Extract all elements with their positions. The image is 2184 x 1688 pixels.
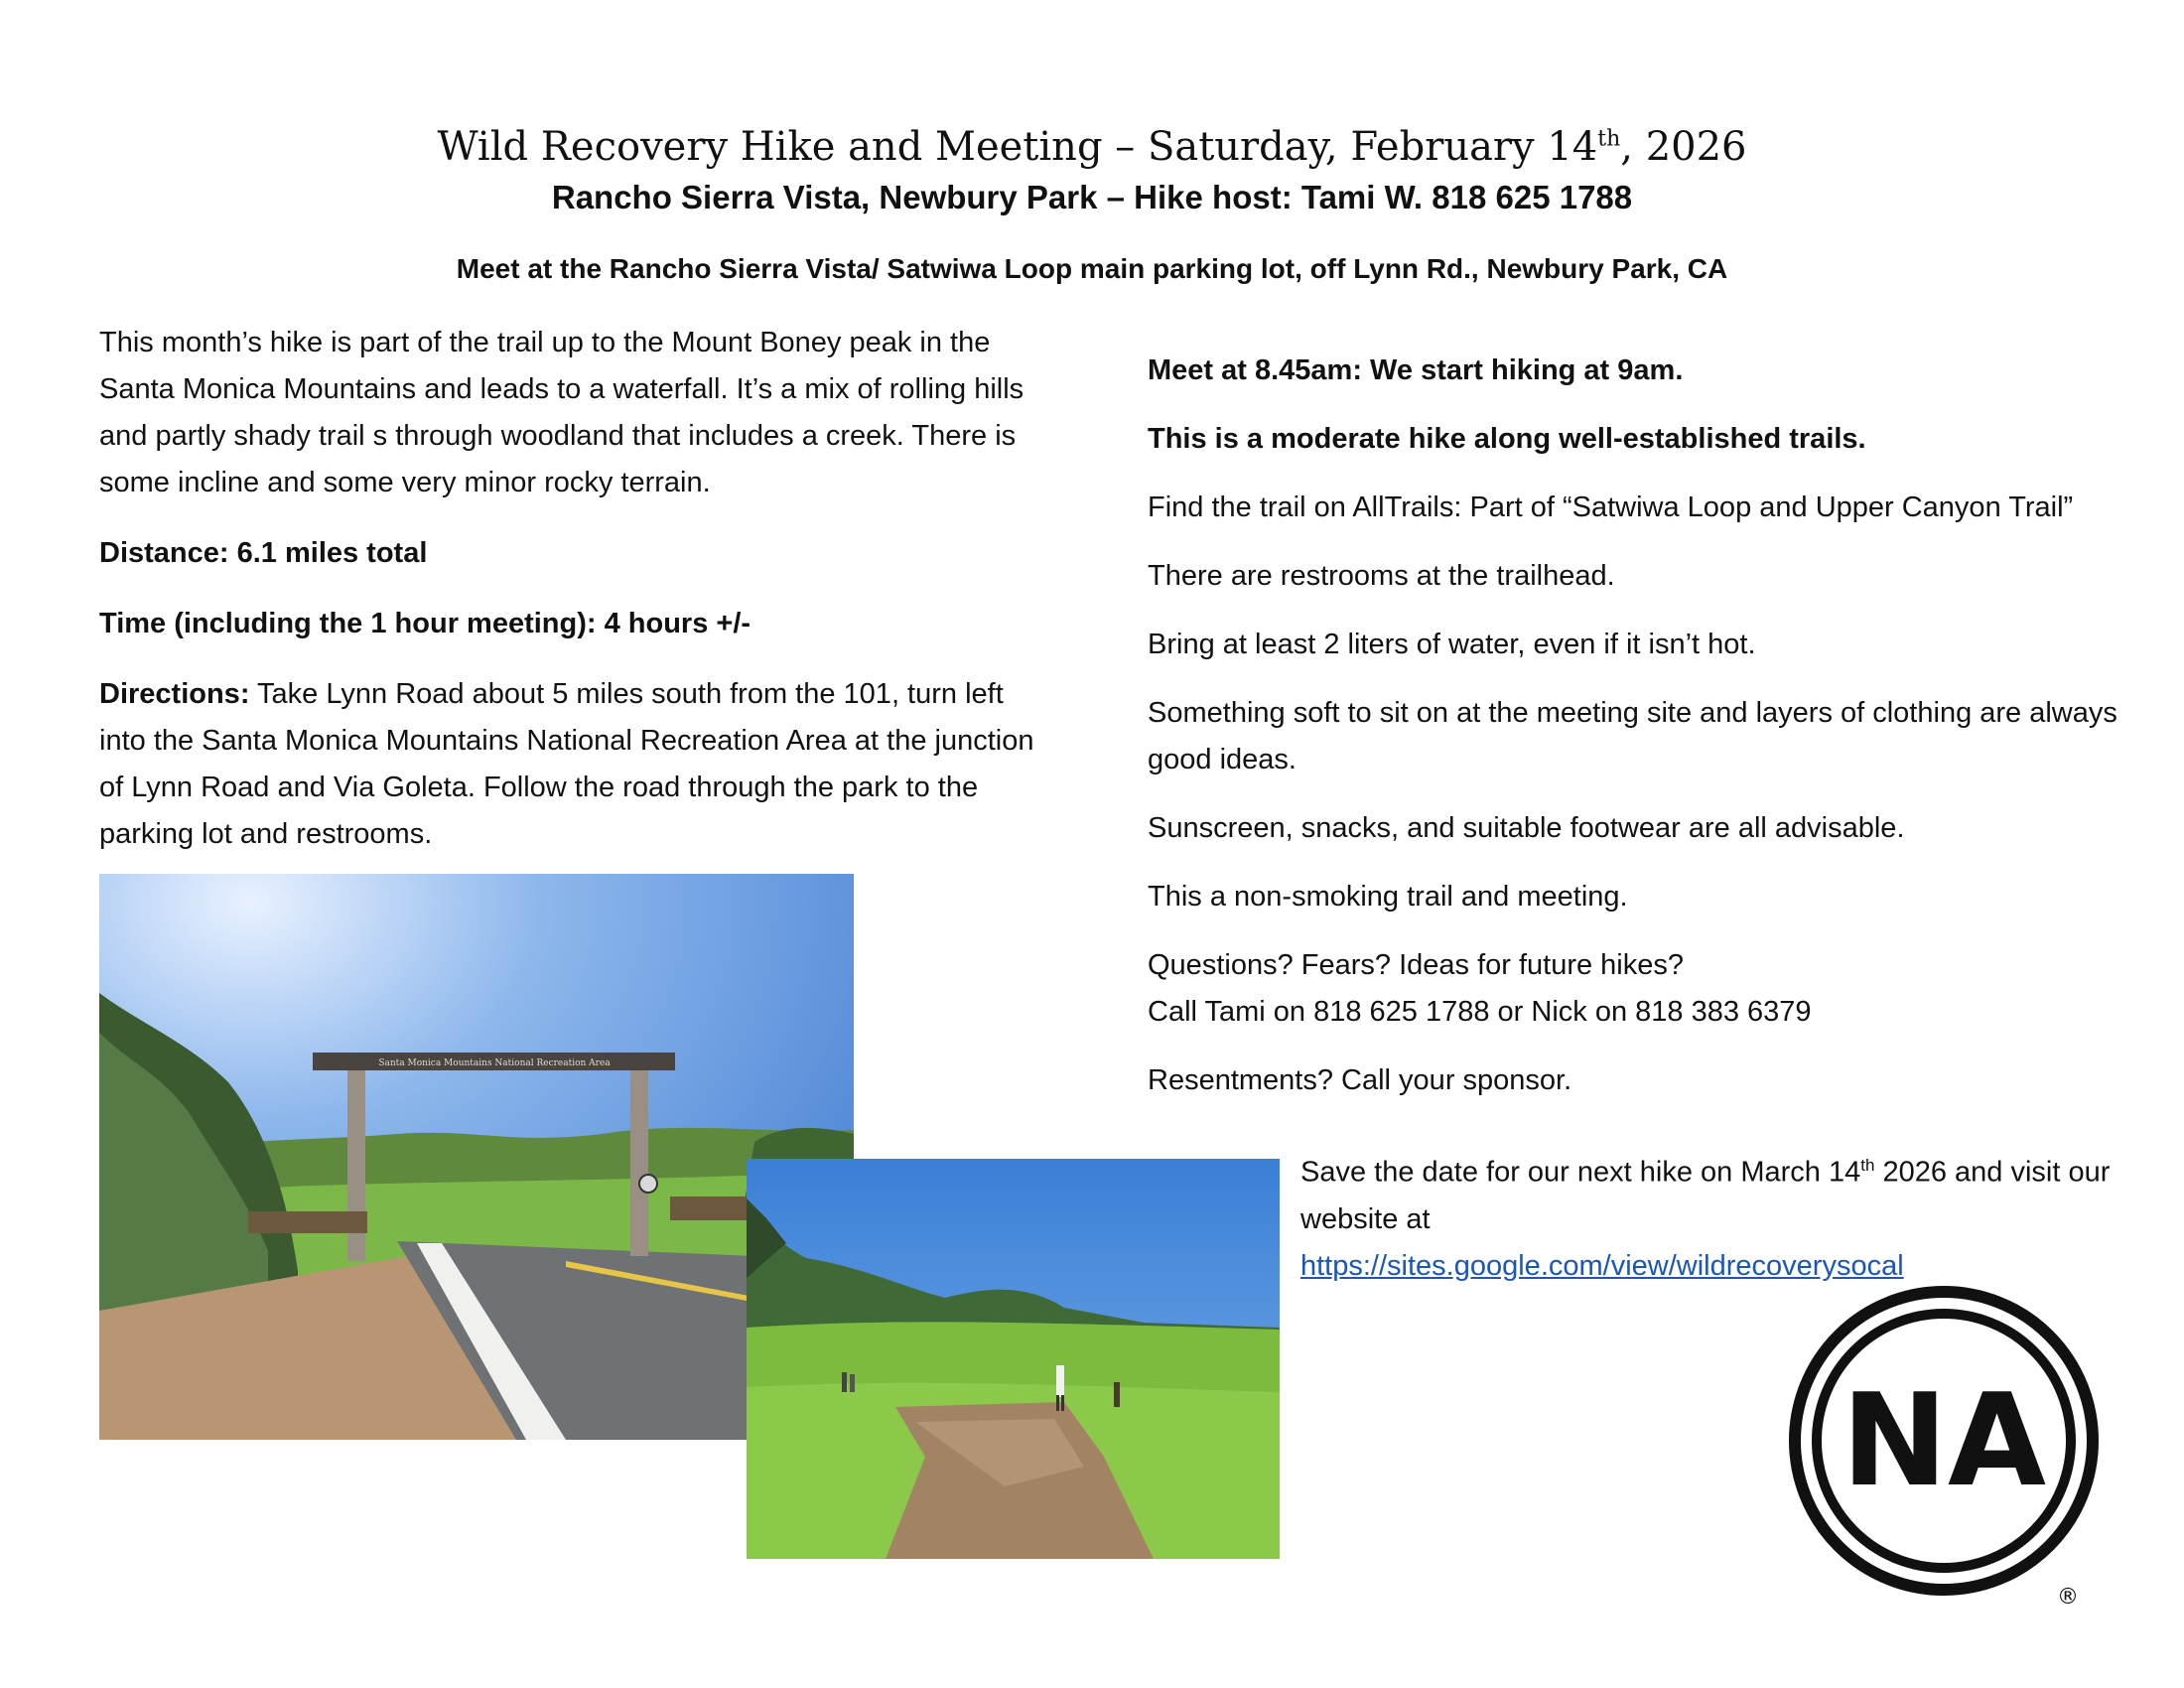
difficulty: This is a moderate hike along well-established trails. [1148, 423, 1866, 455]
save-the-date: Save the date for our next hike on March 14th 2026 and visit our website at https://sites.google.com/view/wildrecoverysocal [1300, 1156, 2111, 1282]
hike-info-column [1148, 348, 2120, 1104]
location-host-line: Rancho Sierra Vista, Newbury Park – Hike host: Tami W. 818 625 1788 [551, 179, 1633, 215]
trail-photo [747, 1159, 1280, 1559]
park-entrance-sign: Santa Monica Mountains National Recreation Area [378, 1058, 611, 1068]
resentments-line: Resentments? Call your sponsor. [1148, 1064, 1572, 1096]
save-date-text-cont: 2026 and visit our website at [1300, 1156, 2111, 1235]
directions-label: Directions: [99, 678, 250, 710]
na-logo [1787, 1284, 2124, 1621]
smoking-info: This a non-smoking trail and meeting. [1148, 881, 1628, 913]
sunscreen-info: Sunscreen, snacks, and suitable footwear are all advisable. [1148, 812, 1905, 844]
park-entrance-photo [99, 874, 854, 1440]
contact-line: Call Tami on 818 625 1788 or Nick on 818 383 6379 [1148, 996, 1812, 1028]
meet-time: Meet at 8.45am: We start hiking at 9am. [1148, 354, 1684, 386]
na-letters: NA [1841, 1367, 2047, 1515]
hike-details-column [99, 320, 1052, 858]
hike-description: This month’s hike is part of the trail up to the Mount Boney peak in the Santa Monica Mountains and leads to a waterfall. It’s a mix of rolling hills and partly shady trail s through woodland that includes a creek. There is some incline and some very minor rocky terrain. [99, 327, 1024, 498]
registered-mark: ® [2057, 1585, 2079, 1610]
distance: Distance: 6.1 miles total [99, 537, 428, 569]
directions [99, 671, 1052, 858]
comfort-info: Something soft to sit on at the meeting site and layers of clothing are always good ideas. [1148, 697, 2117, 775]
meeting-location: Meet at the Rancho Sierra Vista/ Satwiwa Loop main parking lot, off Lynn Rd., Newbury Park, CA [456, 253, 1728, 284]
directions-text: Take Lynn Road about 5 miles south from the 101, turn left into the Santa Monica Mountains National Recreation Area at the junction of Lynn Road and Via Goleta. Follow the road through the park to the parking lot and restrooms. [99, 678, 1034, 850]
save-date-text: Save the date for our next hike on March 14 [1300, 1156, 1861, 1189]
questions-line: Questions? Fears? Ideas for future hikes? [1148, 949, 1685, 981]
time: Time (including the 1 hour meeting): 4 hours +/- [99, 608, 751, 639]
water-info: Bring at least 2 liters of water, even if it isn’t hot. [1148, 629, 1756, 660]
alltrails-info: Find the trail on AllTrails: Part of “Satwiwa Loop and Upper Canyon Trail” [1148, 492, 2074, 523]
page-title: Wild Recovery Hike and Meeting – Saturday, February 14th, 2026 [437, 123, 1747, 170]
restrooms-info: There are restrooms at the trailhead. [1148, 560, 1615, 592]
website-link[interactable]: https://sites.google.com/view/wildrecoverysocal [1300, 1249, 1904, 1282]
